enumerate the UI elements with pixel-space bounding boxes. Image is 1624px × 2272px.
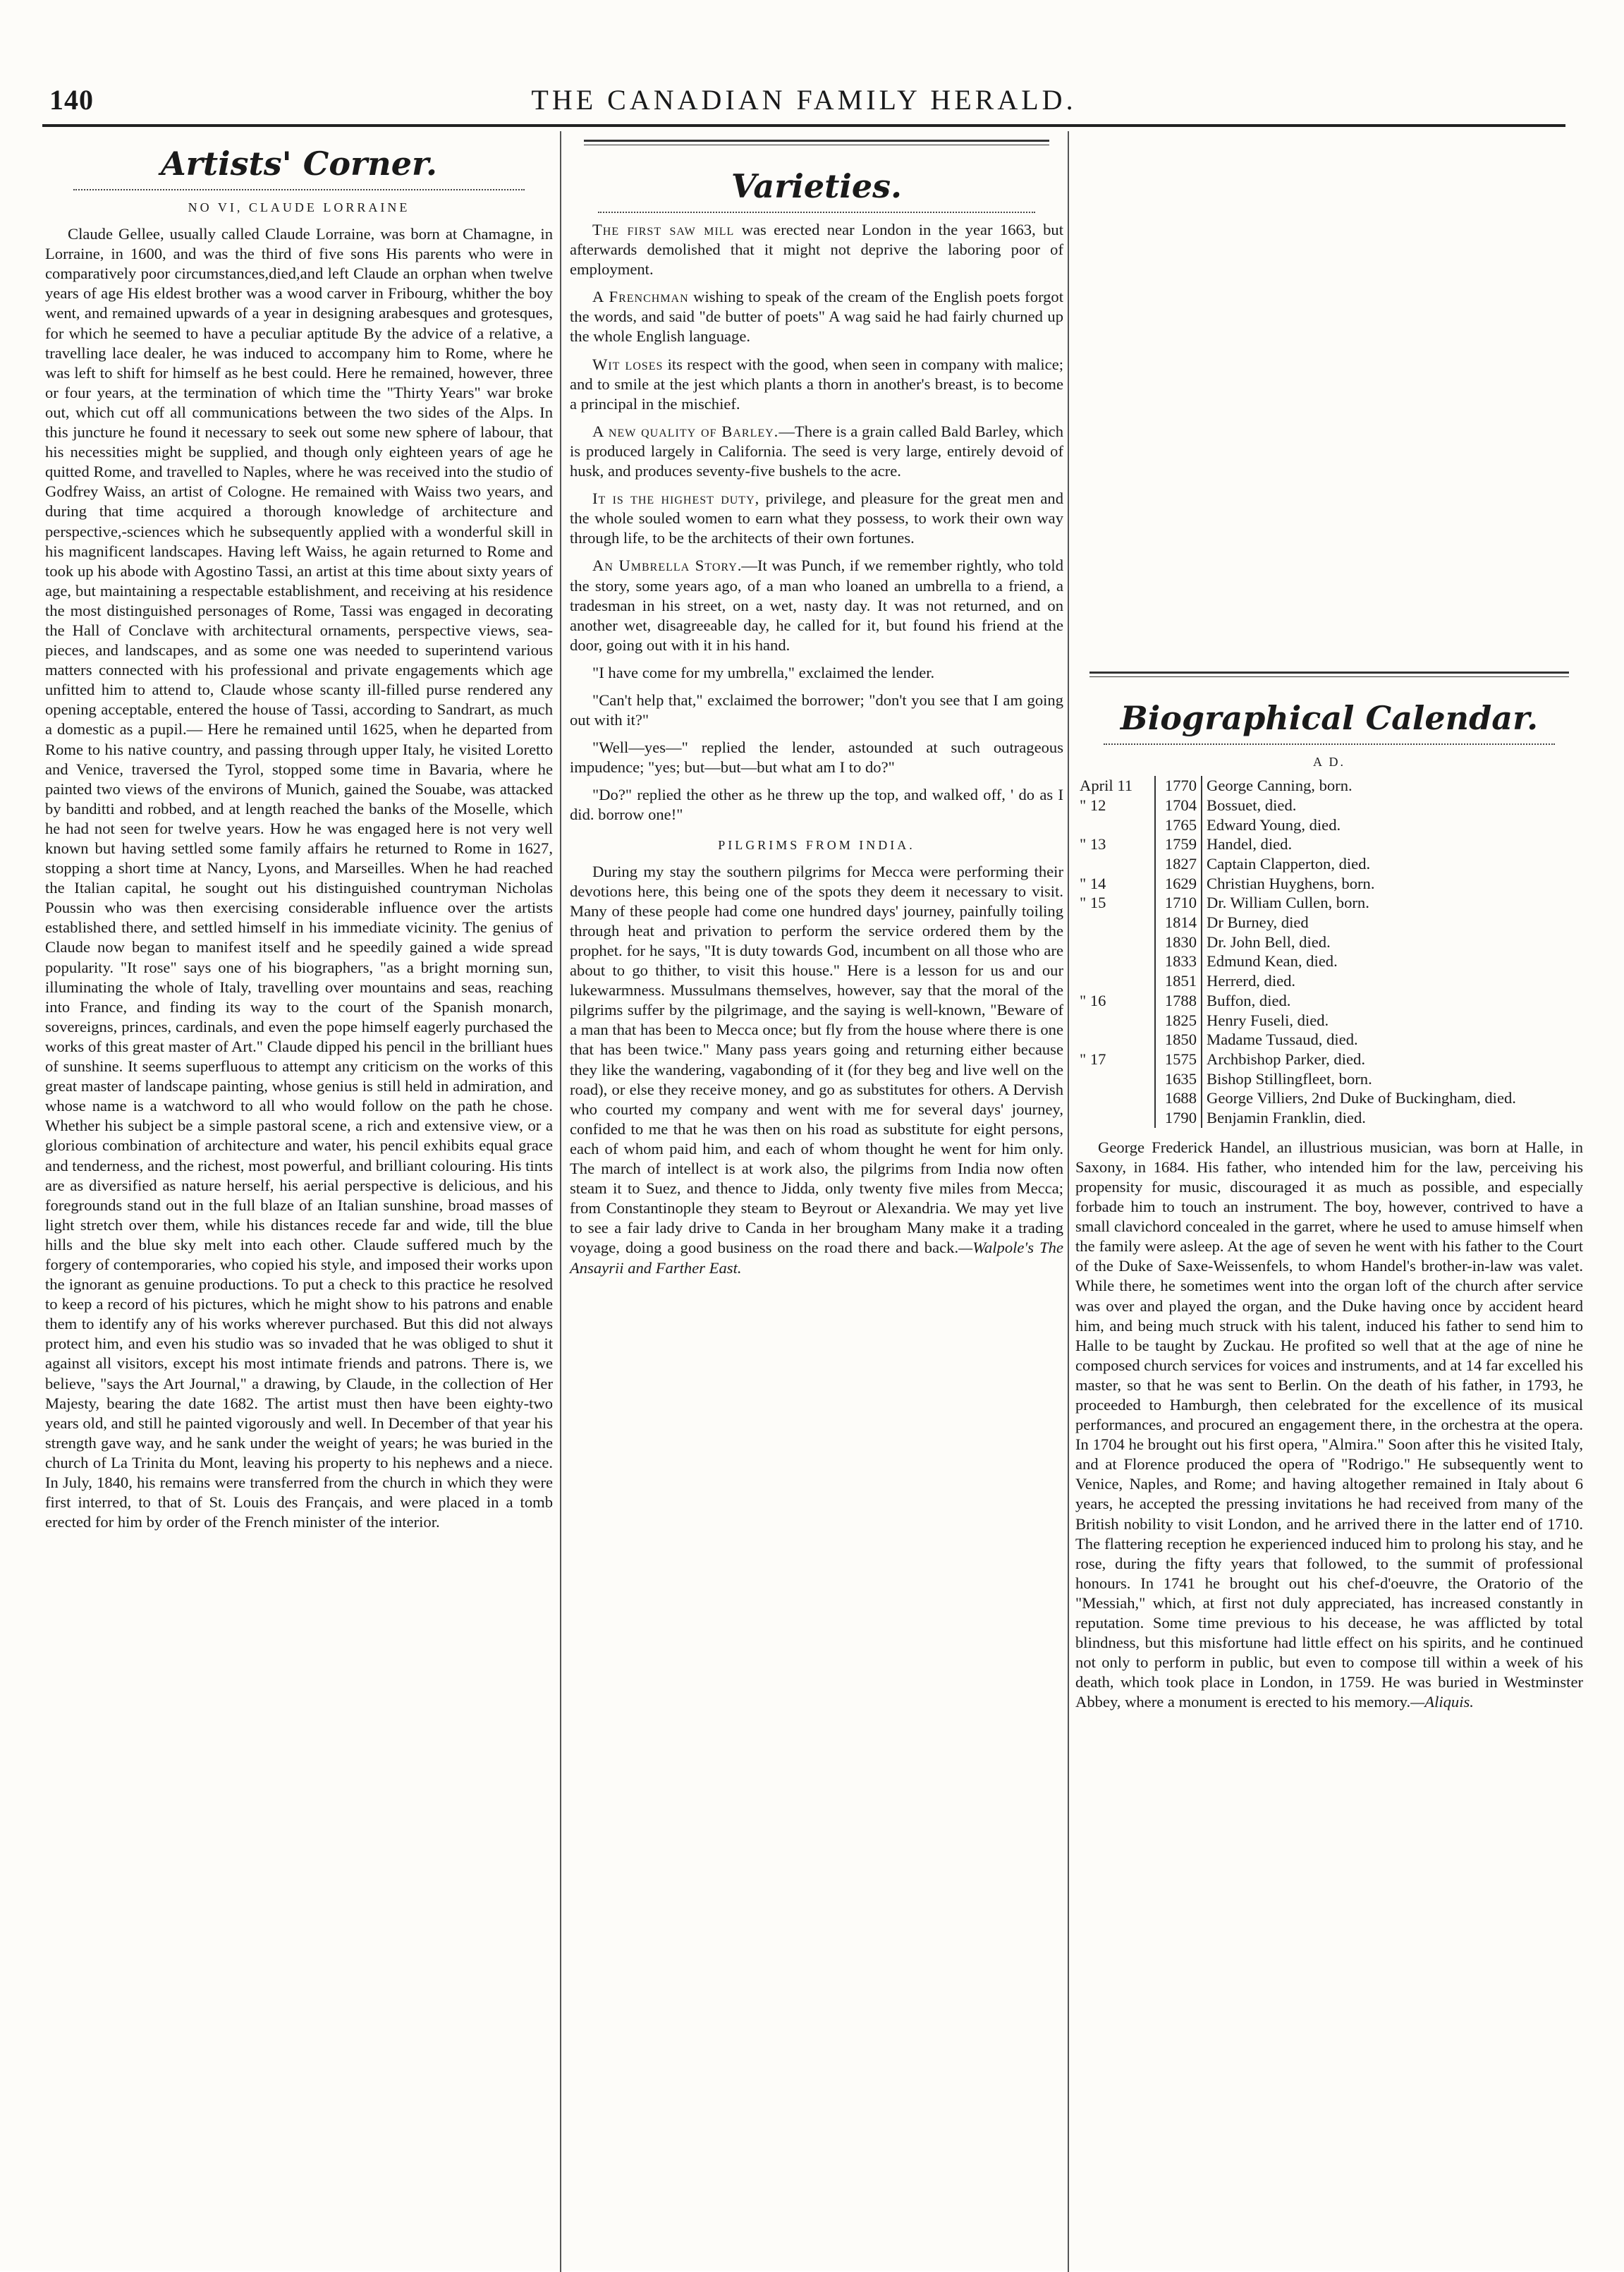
handel-biography: George Frederick Handel, an illustrious musician, was born at Halle, in Saxony, in 1684. His father, who intended him for the law, perceiving his propensity for music, discouraged it as much as possible, and especially forbade him to touch an instrument. The boy, however, contrived to have a small clavichord concealed in the garret, where he used to amuse himself when the family were asleep. At the age of seven he went with his father to the Court of the Duke of Saxe-Weissenfels, to whom Handel's brother-in-law was valet. While there, he sometimes went into the organ loft of the church after service was over and played the organ, and the Duke having once by accident heard him, and being much struck with his talent, induced his father to send him to Halle to be taught by Zuckau. He profited so well that at the age of nine he composed church services for voices and instruments, and at 14 far excelled his master, so that he was sent to Berlin. On the death of his father, in 1793, he proceeded to Hamburgh, then celebrated for the excellence of its musical performances, and procured an engagement there, in the orchestra at the opera. In 1704 he brought out his first opera, "Almira." Soon after this he visited Italy, and at Florence produced the opera of "Rodrigo." He subsequently went to Venice, Naples, and Rome; and having altogether remained in Italy about 6 years, he accepted the pressing invitations he had received from many of the British nobility to visit London, and he arrived there in the latter end of 1710. The flattering reception he experienced induced him to prolong his stay, and he rose, during the fifty years that followed, to the summit of professional honours. In 1741 he brought out his chef-d'oeuvre, the Oratorio of the "Messiah," which, at first not duly appreciated, has increased constantly in reputation. Some time previous to his decease, he was afflicted by total blindness, but this misfortune had little effect on his spirits, and he continued not only to perform in public, but even to compose till within a week of his death, which took place in London, in 1759. He was buried in Westminster Abbey, where a monument is erected to his memory.—Aliquis. bbox=[1075, 1138, 1583, 1711]
calendar-year: 1830 bbox=[1155, 933, 1202, 952]
variety-item: "I have come for my umbrella," exclaimed the lender. bbox=[592, 663, 935, 681]
calendar-row bbox=[1075, 796, 1542, 815]
calendar-event: Handel, died. bbox=[1207, 835, 1293, 853]
article-subtitle: NO VI, CLAUDE LORRAINE bbox=[188, 200, 410, 214]
variety-item: Wit loses its respect with the good, when seen in company with malice; and to smile at the jest which plants a thorn in another's breast, is to become a principal in the mischief. bbox=[570, 355, 1063, 413]
calendar-year: 1814 bbox=[1155, 913, 1202, 933]
calendar-day: " 14 bbox=[1080, 874, 1106, 892]
pilgrims-source: —Walpole's The Ansayrii and Farther East. bbox=[570, 1239, 1063, 1277]
calendar-year: 1759 bbox=[1155, 834, 1202, 854]
section-rule bbox=[584, 140, 1049, 145]
section-rule bbox=[1089, 672, 1569, 677]
variety-item: A new quality of Barley.—There is a grain called Bald Barley, which is produced largely in California. The seed is very large, entirely devoid of husk, and produces seventy-five bushels to the acre. bbox=[570, 422, 1064, 480]
calendar-event: Christian Huyghens, born. bbox=[1207, 874, 1375, 892]
calendar-event: Edward Young, died. bbox=[1207, 815, 1341, 834]
calendar-year: 1825 bbox=[1155, 1011, 1202, 1031]
pilgrims-body: During my stay the southern pilgrims for Mecca were performing their devotions here, this being one of the spots they deem it necessary to visit. Many of these people had come one hundred days' journey, painfully toiling through heat and privation to perform the service ordered them by the prophet. for he says, "It is duty towards God, incumbent on all those who are about to go thither, to visit this house." Here is a lesson for us and our lukewarmness. Mussulmans themselves, however, say that the moral of the pilgrims suffer by the pilgrimage, and the saying is well-known, "Beware of a man that has been to Mecca once; but fly from the house where there is one that has been twice." Many pass years going and returning either because they like the wandering, vagabonding of it (for they beg and live well on the road), or else they receive money, and go as substitutes for others. A Dervish who courted my company and went with me for several days' journey, confided to me that he was then on his road as substitute for eight persons, each of whom paid him, and each of whom thought he went for him only. The march of intellect is at work also, the pilgrims from India now often steam it to Suez, and thence to Jidda, only twenty five miles from Mecca; from Constantinople they steam to Beyrout or Alexandria. We may yet live to see a fair lady drive to Canda in her brougham Many make it a trading voyage, doing a good business on the road there and back.—Walpole's The Ansayrii and Farther East. bbox=[570, 862, 1063, 1277]
page-number: 140 bbox=[49, 84, 94, 116]
pilgrims-heading: PILGRIMS FROM INDIA. bbox=[718, 837, 915, 852]
calendar-year: 1688 bbox=[1155, 1088, 1202, 1108]
calendar-row bbox=[1075, 952, 1542, 971]
column-one bbox=[45, 128, 553, 1540]
column-divider-left bbox=[560, 131, 561, 2272]
calendar-row bbox=[1075, 913, 1542, 933]
variety-item: A Frenchman wishing to speak of the cream of the English poets forgot the words, and said "de butter of poets" A wag said he had fairly churned up the whole English language. bbox=[570, 288, 1063, 346]
calendar-row bbox=[1075, 1050, 1542, 1069]
variety-item: An Umbrella Story.—It was Punch, if we remember rightly, who told the story, some years ago, of a man who loaned an umbrella to a friend, a tradesman in his street, on a wet, nasty day. It was not returned, and on another wet, disagreeable day, he called for it, but found his friend at the door, going out with it in his hand. bbox=[570, 557, 1063, 654]
calendar-year: 1575 bbox=[1155, 1050, 1202, 1069]
calendar-day bbox=[1075, 913, 1155, 933]
calendar-day bbox=[1075, 854, 1155, 874]
calendar-day bbox=[1075, 952, 1155, 971]
calendar-year: 1765 bbox=[1155, 815, 1202, 835]
calendar-row bbox=[1075, 815, 1542, 835]
header-rule bbox=[42, 124, 1565, 127]
calendar-event: Captain Clapperton, died. bbox=[1207, 854, 1371, 873]
calendar-event: Herrerd, died. bbox=[1207, 972, 1296, 990]
calendar-day: " 12 bbox=[1080, 796, 1106, 814]
article-body: Claude Gellee, usually called Claude Lorraine, was born at Chamagne, in Lorraine, in 1600, and was the third of five sons His parents who were in comparatively poor circumstances,died,and left Claude an orphan when twelve years of age His eldest brother was a wood carver in Fribourg, whither the boy went, and remained upwards of a year in designing arabesques and grotesques, for which he seemed to have a peculiar aptitude By the advice of a relative, a travelling lace dealer, he was induced to accompany him to Rome, where he was left to shift for himself as he best could. Here he remained, however, three or four years, at the termination of which time the "Thirty Years" war broke out, which cut off all communications between the two sides of the Alps. In this juncture he found it necessary to seek out some new sphere of labour, that his necessities might be supplied, and though only eighteen years of age he quitted Rome, and travelled to Naples, where he was received into the studio of Godfrey Waiss, an artist of Cologne. He remained with Waiss two years, and during that time acquired a thorough knowledge of architecture and perspective,-sciences which he subsequently applied with a wonderful skill in his magnificent landscapes. Having left Waiss, he again returned to Rome and took up his abode with Agostino Tassi, an artist at this time about sixty years of age, but maintaining a respectable establishment, and receiving at his residence the most distinguished personages of Rome, Tassi was engaged in decorating the Hall of Conclave with architectural ornaments, perspective views, sea-pieces, and landscapes, and as some one was needed to superintend various matters connected with his professional and private engagements which age unfitted him to attend to, Claude whose scanty ill-filled purse rendered any opening acceptable, entered the house of Tassi, according to Sandrart, as much a domestic as a pupil.— Here he remained until 1625, when he departed from Rome to his native country, and passing through upper Italy, he visited Loretto and Venice, traversed the Tyrol, stopped some time in Bavaria, where he painted two views of the environs of Munich, gained the Souabe, was attacked by banditti and robbed, and at length reached the banks of the Moselle, which he had not seen for twelve years. How he was engaged here is not very well known but having settled some family affairs he returned to Rome in 1627, stopping a short time at Nancy, Lyons, and Marseilles. When he had reached the Italian capital, he sought out his distinguished countryman Nicholas Poussin who was then exercising considerable influence over the artists established there, and settled himself in his immediate vicinity. The genius of Claude now began to manifest itself and he speedily gained a wide spread popularity. "It rose" says one of his biographers, "as a bright morning sun, illuminating the whole of Italy, travelling over mountains and seas, reaching into France, and finding its way to the court of the Spanish monarch, sovereigns, princes, cardinals, and even the pope himself eagerly purchased the works of this great master of Art." Claude dipped his pencil in the brilliant hues of sunshine. It seems superfluous to attempt any criticism on the works of this great master of landscape painting, whose genius is still held in admiration, and whose name is a watchword to all who would follow on the path he chose. Whether his subject be a simple pastoral scene, a rich and extensive view, or a glorious combination of architecture and water, his pencil exhibits equal grace and tenderness, and the richest, most powerful, and brilliant colouring. His tints are as diversified as nature herself, his aerial perspective is delicious, and his foregrounds stand out in the full blaze of an Italian sunshine, broad masses of light stretch over them, while his distances recede far and wide, till the blue hills and the blue sky melt into each other. Claude suffered much by the forgery of contemporaries, who copied his style, and imposed their works upon the ignorant as genuine productions. To put a check to this practice he resolved to keep a record of his pictures, which he might show to his patrons and enable them to identify any of his works wherever purchased. But this did not always protect him, and even his studio was so invaded that he was obliged to shut it against all visitors, except his most intimate friends and patrons. There is, we believe, "says the Art Journal," a drawing, by Claude, in the collection of Her Majesty, bearing the date 1682. The artist must then have been eighty-two years old, and still he painted vigorously and well. In December of that year his strength gave way, and he sank under the weight of years; he was buried in the church of La Trinita du Mont, leaving his property to his nephews and a niece. In July, 1840, his remains were transferred from the church in which they were first interred, to that of St. Louis des Français, and were placed in a tomb erected for him by order of the French minister of the interior. bbox=[45, 225, 553, 1531]
page-header bbox=[42, 83, 1565, 123]
calendar-row bbox=[1075, 834, 1542, 854]
calendar-year: 1635 bbox=[1155, 1069, 1202, 1089]
calendar-event: Buffon, died. bbox=[1207, 991, 1291, 1009]
variety-item: "Do?" replied the other as he threw up the top, and walked off, ' do as I did. borrow one!" bbox=[570, 786, 1063, 824]
calendar-year: 1704 bbox=[1155, 796, 1202, 815]
title-rule bbox=[1104, 743, 1555, 745]
calendar-day bbox=[1075, 1011, 1155, 1031]
calendar-day: " 13 bbox=[1080, 835, 1106, 853]
calendar-row bbox=[1075, 1030, 1542, 1050]
calendar-day bbox=[1075, 815, 1155, 835]
handel-signature: —Aliquis. bbox=[1410, 1693, 1474, 1711]
calendar-event: George Villiers, 2nd Duke of Buckingham, died. bbox=[1207, 1089, 1516, 1107]
calendar-year: 1790 bbox=[1155, 1108, 1202, 1128]
calendar-day: " 15 bbox=[1080, 894, 1106, 912]
calendar-event: Bossuet, died. bbox=[1207, 796, 1297, 814]
calendar-event: Madame Tussaud, died. bbox=[1207, 1031, 1358, 1049]
calendar-day bbox=[1075, 1069, 1155, 1089]
calendar-year: 1788 bbox=[1155, 991, 1202, 1011]
title-rule bbox=[598, 212, 1035, 213]
calendar-day bbox=[1075, 971, 1155, 991]
calendar-day: " 16 bbox=[1080, 991, 1106, 1009]
calendar-event: Bishop Stillingfleet, born. bbox=[1207, 1069, 1372, 1088]
artists-corner-title: Artists' Corner. bbox=[160, 145, 438, 183]
calendar-event: Benjamin Franklin, died. bbox=[1207, 1109, 1366, 1127]
calendar-year: 1851 bbox=[1155, 971, 1202, 991]
calendar-year: 1770 bbox=[1155, 776, 1202, 796]
calendar-event: Henry Fuseli, died. bbox=[1207, 1011, 1329, 1029]
calendar-row bbox=[1075, 874, 1542, 894]
calendar-row bbox=[1075, 1088, 1542, 1108]
calendar-row bbox=[1075, 1011, 1542, 1031]
calendar-year: 1710 bbox=[1155, 893, 1202, 913]
calendar-year: 1629 bbox=[1155, 874, 1202, 894]
column-two bbox=[570, 128, 1063, 1286]
calendar-title: Biographical Calendar. bbox=[1120, 699, 1539, 737]
calendar-row bbox=[1075, 1069, 1542, 1089]
variety-item: "Well—yes—" replied the lender, astounded at such outrageous impudence; "yes; but—but—but what am I to do?" bbox=[570, 739, 1063, 777]
calendar-event: Dr. William Cullen, born. bbox=[1207, 894, 1369, 912]
calendar-day bbox=[1075, 1030, 1155, 1050]
column-divider-right bbox=[1068, 131, 1069, 2272]
calendar-row bbox=[1075, 933, 1542, 952]
calendar-year: 1833 bbox=[1155, 952, 1202, 971]
variety-item: The first saw mill was erected near London in the year 1663, but afterwards demolished that it might not deprive the laboring poor of employment. bbox=[570, 221, 1064, 279]
variety-item: "Can't help that," exclaimed the borrower; "don't you see that I am going out with it?" bbox=[570, 691, 1063, 729]
calendar-event: Edmund Kean, died. bbox=[1207, 952, 1338, 971]
calendar-day bbox=[1075, 1088, 1155, 1108]
calendar-table bbox=[1075, 776, 1542, 1128]
calendar-row bbox=[1075, 1108, 1542, 1128]
calendar-row bbox=[1075, 854, 1542, 874]
calendar-event: Archbishop Parker, died. bbox=[1207, 1050, 1365, 1068]
calendar-day: " 17 bbox=[1080, 1050, 1106, 1068]
calendar-day bbox=[1075, 1108, 1155, 1128]
varieties-title: Varieties. bbox=[731, 167, 903, 205]
running-head: THE CANADIAN FAMILY HERALD. bbox=[531, 84, 1077, 116]
calendar-ad-label: A D. bbox=[1312, 755, 1345, 769]
title-rule bbox=[73, 189, 525, 190]
calendar-row bbox=[1075, 991, 1542, 1011]
calendar-row bbox=[1075, 893, 1542, 913]
calendar-event: Dr. John Bell, died. bbox=[1207, 933, 1331, 951]
calendar-row bbox=[1075, 971, 1542, 991]
calendar-day: April 11 bbox=[1080, 777, 1133, 795]
calendar-year: 1827 bbox=[1155, 854, 1202, 874]
calendar-day bbox=[1075, 933, 1155, 952]
calendar-row bbox=[1075, 776, 1542, 796]
column-three bbox=[1075, 128, 1583, 1720]
variety-item: It is the highest duty, privilege, and pleasure for the great men and the whole souled women to earn what they possess, to work their own way through life, to be the architects of their own fortunes. bbox=[570, 490, 1063, 547]
calendar-event: George Canning, born. bbox=[1207, 777, 1353, 795]
calendar-year: 1850 bbox=[1155, 1030, 1202, 1050]
calendar-event: Dr Burney, died bbox=[1207, 913, 1309, 932]
